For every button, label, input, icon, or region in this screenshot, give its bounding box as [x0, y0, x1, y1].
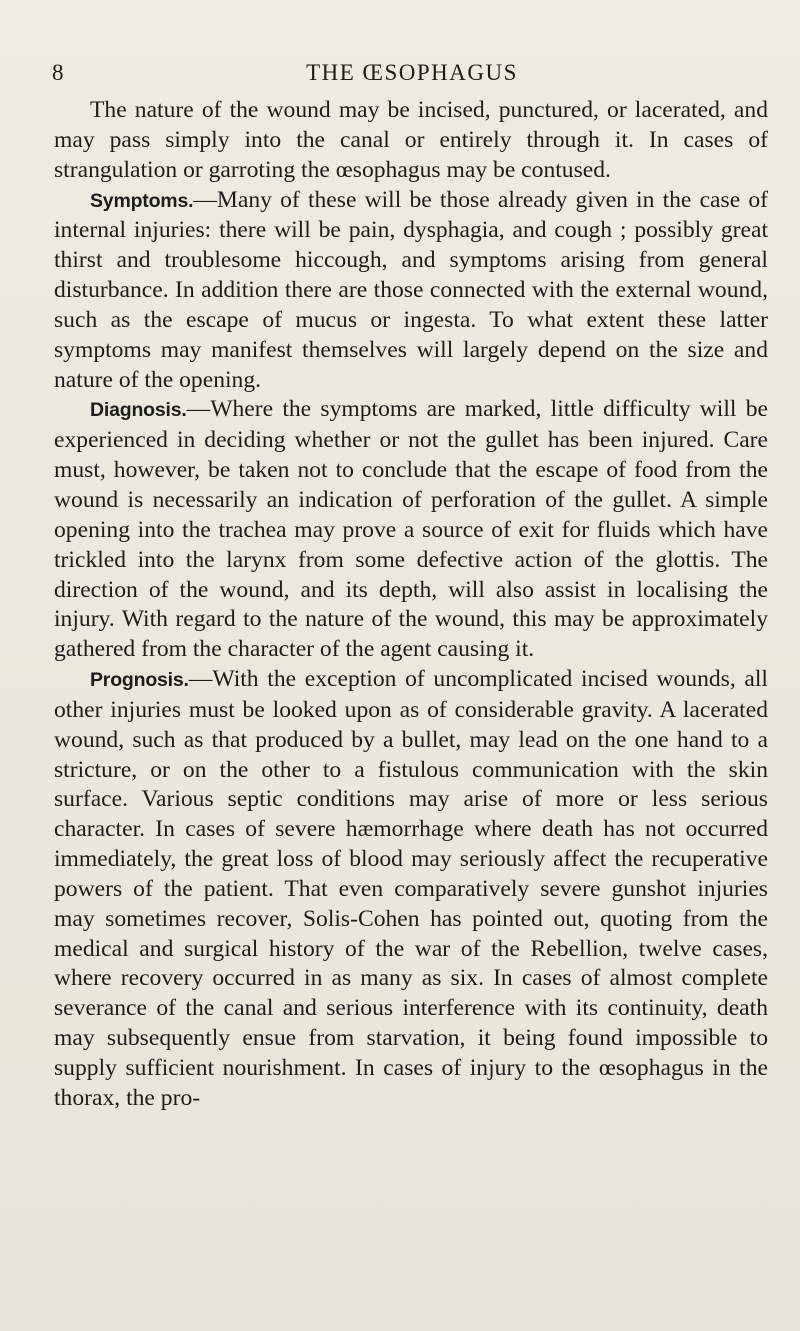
paragraph-prognosis — [54, 665, 768, 1114]
paragraph-symptoms — [54, 186, 768, 396]
body-text — [54, 96, 768, 1114]
running-head — [52, 58, 772, 88]
paragraph-wound-nature — [54, 96, 768, 186]
paragraph-diagnosis — [54, 395, 768, 665]
paragraph-text: The nature of the wound may be incised, punctured, or lacerated, and may pass simply into the canal or entirely through it. In cases of strangulation or garroting the œsophagus may be contused. — [54, 97, 768, 183]
paragraph-text: —Where the symptoms are marked, little difficulty will be experienced in deciding whether or not the gullet has been injured. Care must, however, be taken not to conclude that the escape of food from the wound is necessarily an indication of perforation of the gullet. A simple opening into the trachea may prove a source of exit for fluids which have trickled into the larynx from some defective action of the glottis. The direction of the wound, and its depth, will also assist in localising the injury. With regard to the nature of the wound, this may be approximately gathered from the character of the agent causing it. — [54, 396, 768, 663]
prognosis-heading: Prognosis. — [90, 669, 189, 692]
page-number: 8 — [52, 60, 64, 85]
running-head-title: THE ŒSOPHAGUS — [306, 60, 518, 85]
paragraph-text: —With the exception of uncomplicated incised wounds, all other injuries must be looked upon as of considerable gravity. A lacerated wound, such as that produced by a bullet, may lead on the one hand to a stricture, or on the other to a fistulous communication with the skin surface. Various septic conditions may arise of more or less serious character. In cases of severe hæmorrhage where death has not occurred immediately, the great loss of blood may seriously affect the recuperative powers of the patient. That even comparatively severe gunshot injuries may sometimes recover, Solis-Cohen has pointed out, quoting from the medical and surgical history of the war of the Rebellion, twelve cases, where recovery occurred in as many as six. In cases of almost complete severance of the canal and serious interference with its continuity, death may subsequently ensue from starvation, it being found impossible to supply sufficient nourishment. In cases of injury to the œsophagus in the thorax, the pro- — [54, 666, 768, 1111]
symptoms-heading: Symptoms. — [90, 189, 194, 212]
paragraph-text: —Many of these will be those already given in the case of internal injuries: there will be pain, dysphagia, and cough ; possibly great thirst and troublesome hiccough, and symptoms arising from general disturbance. In addition there are those connected with the external wound, such as the escape of mucus or ingesta. To what extent these latter symptoms may manifest themselves will largely depend on the size and nature of the opening. — [54, 186, 768, 393]
diagnosis-heading: Diagnosis. — [90, 399, 187, 422]
